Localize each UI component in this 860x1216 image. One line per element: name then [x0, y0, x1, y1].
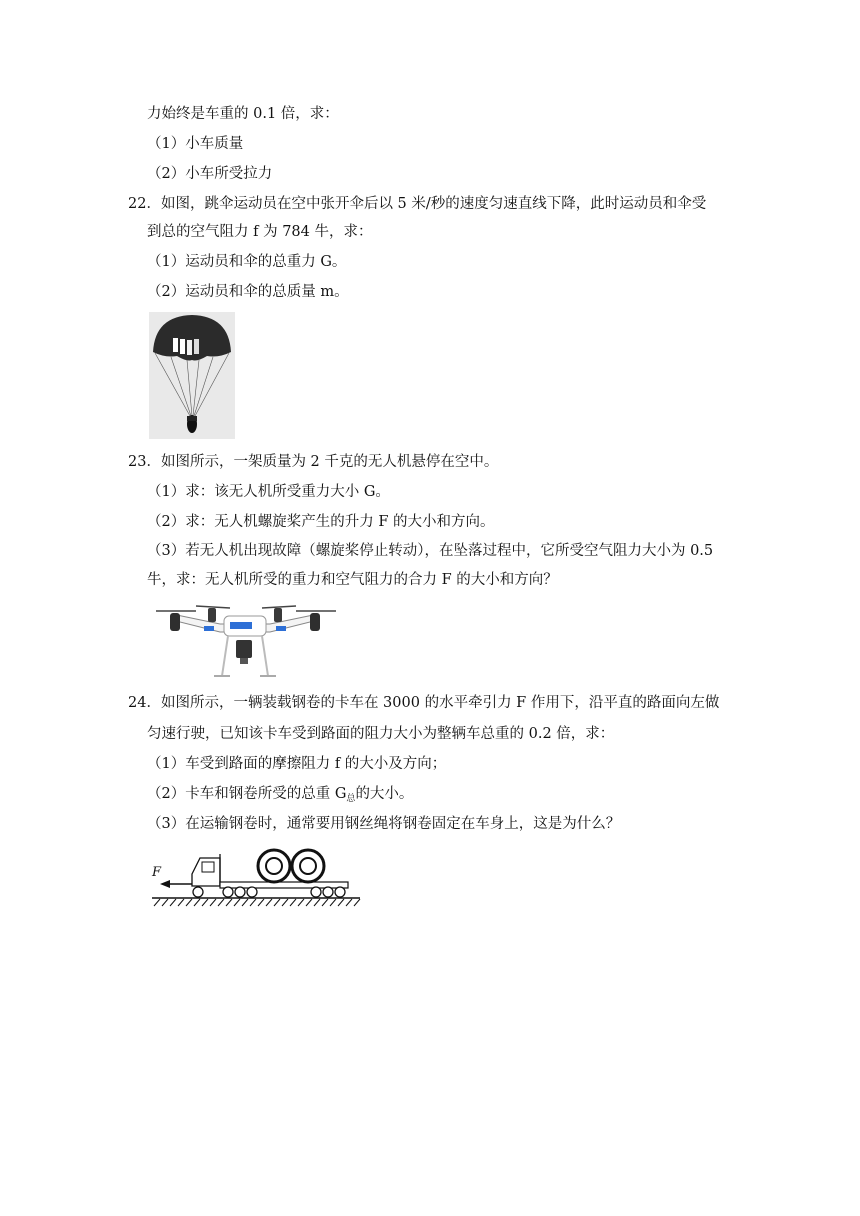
- q24-number: 24．: [128, 695, 161, 711]
- q22-stem-line-2: 到总的空气阻力 f 为 784 牛，求：: [147, 224, 373, 240]
- q22-subquestion-1: （1）运动员和伞的总重力 G。: [147, 254, 347, 270]
- q23-subquestion-2: （2）求：无人机螺旋桨产生的升力 F 的大小和方向。: [147, 514, 495, 530]
- parachute-figure: [149, 312, 235, 439]
- q23-subquestion-3-line-2: 牛，求：无人机所受的重力和空气阻力的合力 F 的大小和方向？: [147, 572, 558, 588]
- road-hatching: [154, 899, 360, 906]
- q23-question: [128, 452, 498, 472]
- q23-number: 23．: [128, 454, 161, 470]
- q24-stem-line-1: 如图所示，一辆装载钢卷的卡车在 3000 的水平牵引力 F 作用下，沿平直的路面向左做: [160, 695, 720, 711]
- q24-subquestion-1: （1）车受到路面的摩擦阻力 f 的大小及方向；: [147, 756, 447, 772]
- q22-stem-line-1: 如图，跳伞运动员在空中张开伞后以 5 米/秒的速度匀速直线下降，此时运动员和伞受: [160, 196, 707, 212]
- q23-subquestion-1: （1）求：该无人机所受重力大小 G。: [147, 484, 390, 500]
- q21-stem-continuation: 力始终是车重的 0.1 倍，求：: [147, 106, 339, 122]
- q24-subquestion-2: [147, 784, 413, 809]
- q23-stem: 如图所示，一架质量为 2 千克的无人机悬停在空中。: [160, 454, 499, 470]
- q24-sub2-suffix: 的大小。: [355, 786, 414, 802]
- truck-figure: [148, 846, 364, 912]
- q24-sub2-prefix: （2）卡车和钢卷所受的总重 G: [147, 786, 347, 802]
- q24-stem-line-2: 匀速行驶，已知该卡车受到路面的阻力大小为整辆车总重的 0.2 倍，求：: [147, 726, 615, 742]
- q24-question: [128, 693, 719, 713]
- q22-subquestion-2: （2）运动员和伞的总质量 m。: [147, 284, 349, 300]
- drone-figure: [150, 598, 340, 680]
- q24-sub2-subscript: 总: [346, 794, 356, 804]
- q24-subquestion-3: （3）在运输钢卷时，通常要用钢丝绳将钢卷固定在车身上，这是为什么？: [147, 816, 621, 832]
- q21-subquestion-2: （2）小车所受拉力: [147, 166, 273, 182]
- q22-number: 22．: [128, 196, 161, 212]
- force-label: F: [152, 865, 162, 880]
- q21-subquestion-1: （1）小车质量: [147, 136, 244, 152]
- q23-subquestion-3-line-1: （3）若无人机出现故障（螺旋桨停止转动），在坠落过程中，它所受空气阻力大小为 0.5: [147, 543, 714, 559]
- q22-question: [128, 194, 706, 214]
- arrow-head: [160, 880, 170, 888]
